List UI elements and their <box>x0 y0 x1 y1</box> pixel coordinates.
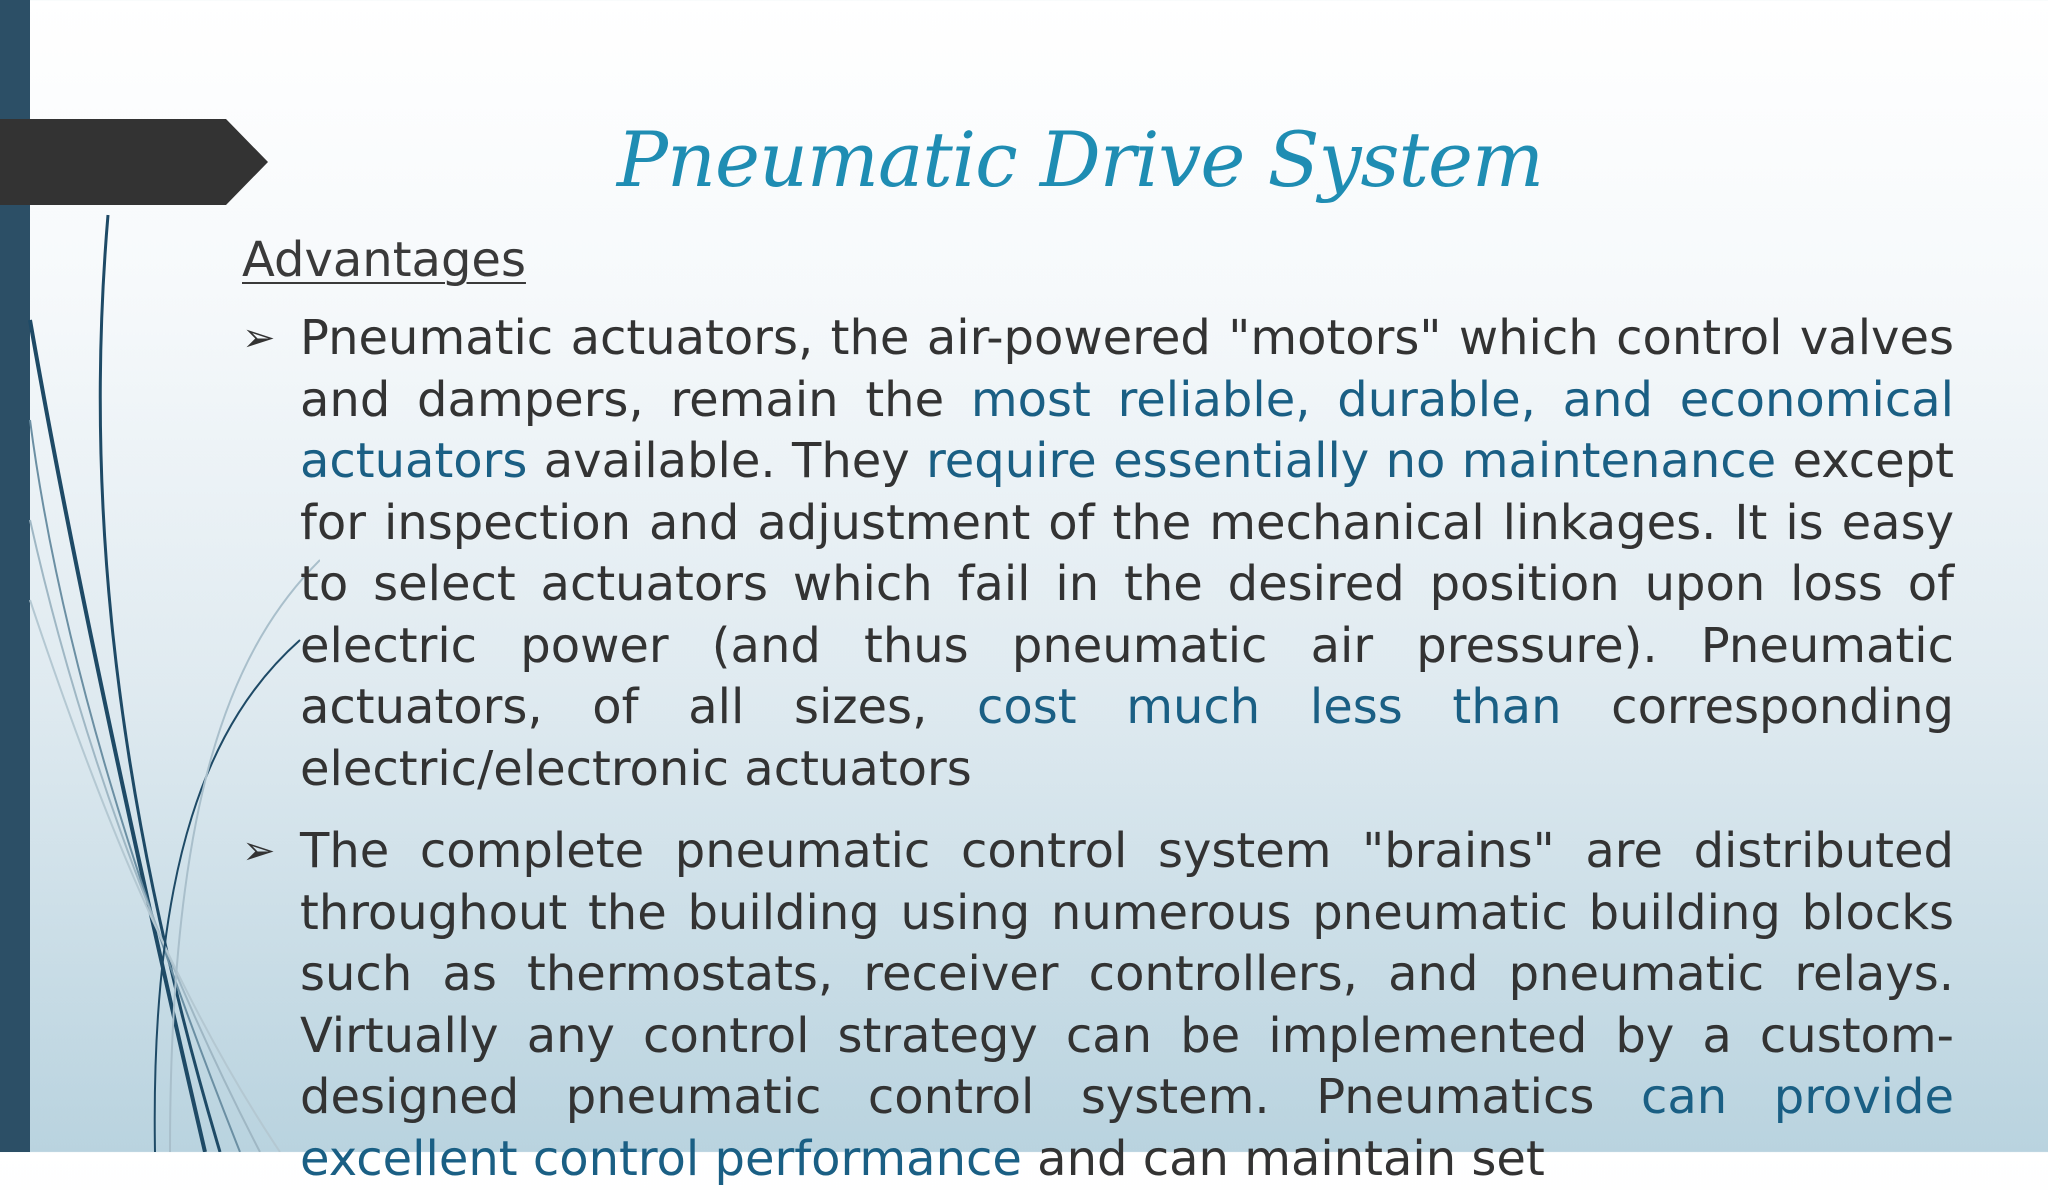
text-segment: available. They <box>527 433 927 489</box>
text-segment: corresponding electric/electronic actuators <box>300 679 1954 797</box>
text-segment: except for inspection and adjustment of the mechanical linkages. It is easy to select actuators which fail in the desired position upon loss of electric power (and thus pneumatic air pressure). Pneumatic actuators, of all sizes, <box>300 433 1955 735</box>
bullet-arrow-icon: ➢ <box>242 828 276 874</box>
bullet-text <box>300 821 1954 1190</box>
slide-title: Pneumatic Drive System <box>616 115 1544 204</box>
bullet-item <box>242 308 1954 800</box>
highlighted-text: most reliable, durable, and economical actuators <box>300 371 1955 489</box>
bullet-item <box>242 821 1954 1190</box>
highlighted-text: require essentially no maintenance <box>926 433 1777 489</box>
highlighted-text: can provide excellent control performance <box>300 1069 1954 1187</box>
bullet-arrow-icon: ➢ <box>242 315 276 361</box>
text-segment: Pneumatic actuators, the air-powered "motors" which control valves and dampers, remain the <box>300 310 1954 428</box>
title-arrow-tab <box>0 119 268 205</box>
highlighted-text: cost much less than <box>976 679 1562 735</box>
text-segment: and can maintain set <box>1021 1130 1545 1187</box>
text-segment: The complete pneumatic control system "brains" are distributed throughout the building using numerous pneumatic building blocks such as thermostats, receiver controllers, and pneumatic relays. Virtually any control strategy can be implemented by a custom-designed pneumatic control system. Pneumatics <box>300 823 1954 1125</box>
section-heading: Advantages <box>242 232 526 288</box>
bullet-text <box>300 308 1954 800</box>
